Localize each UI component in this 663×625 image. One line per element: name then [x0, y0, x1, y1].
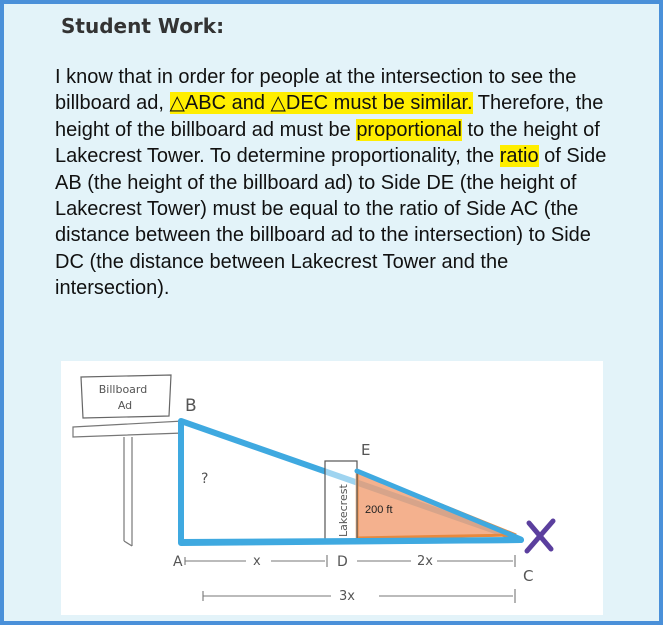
section-heading: Student Work: [61, 14, 225, 38]
distance-dc-label: 2x [417, 554, 433, 569]
text-part-2: Therefore, the height of the billboard ad must be [55, 92, 604, 141]
text-part-1: I know that in order for people at the intersection to see the billboard ad, [55, 66, 577, 115]
highlight-similar-triangles: △ABC and △DEC must be similar. [169, 92, 473, 115]
unknown-height-mark: ? [201, 471, 209, 487]
point-b: B [185, 396, 197, 416]
billboard-diagram [61, 361, 603, 615]
billboard-post [73, 421, 183, 546]
distance-ad-label: x [253, 554, 261, 569]
point-a: A [173, 554, 183, 570]
sign-label-line2: Ad [117, 399, 133, 412]
x-mark-icon [527, 521, 553, 551]
highlight-proportional: proportional [356, 118, 462, 141]
sign-label-line1: Billboard [98, 383, 148, 396]
point-e: E [361, 441, 371, 459]
tower-label: Lakecrest [337, 484, 350, 537]
student-explanation [55, 64, 625, 302]
point-d: D [337, 554, 348, 570]
text-part-3: to the height of Lakecrest Tower. To determine proportionality, the [55, 118, 600, 168]
distance-ac-label: 3x [339, 589, 355, 604]
text-part-4: of Side AB (the height of the billboard ad) to Side DE (the height of Lakecrest Tower) must be equal to the ratio of Side AC (the distance between the billboard ad to the intersection) to Side DC (the distance between Lakecrest Tower and the intersection). [55, 145, 607, 300]
point-c: C [523, 567, 534, 585]
tower-height-label: 200 ft [365, 504, 393, 516]
highlight-ratio: ratio [499, 145, 539, 168]
billboard-sign [81, 375, 171, 418]
